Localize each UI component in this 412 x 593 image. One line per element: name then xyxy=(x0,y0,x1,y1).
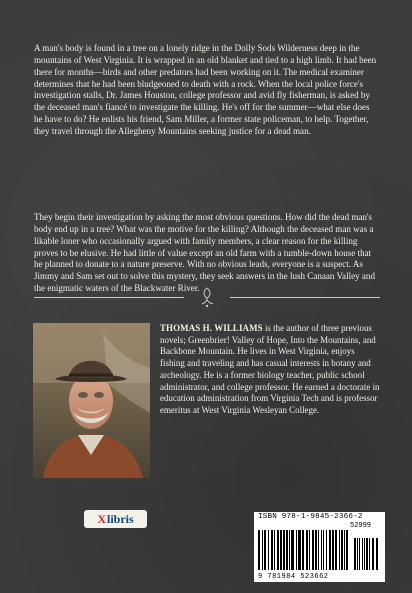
barcode-addon-bar xyxy=(357,538,358,570)
barcode-bar xyxy=(264,530,266,570)
barcode-bar xyxy=(291,530,294,570)
barcode-bars xyxy=(258,530,381,572)
barcode-bar xyxy=(258,530,260,570)
barcode-bar xyxy=(274,530,275,570)
ean-digits: 9 781984 523662 xyxy=(258,573,329,581)
isbn-text: ISBN 978-1-9845-2366-2 xyxy=(258,513,363,521)
barcode-bar xyxy=(302,530,304,570)
barcode-bar xyxy=(315,530,317,570)
divider-line-right xyxy=(230,297,380,298)
barcode-bar xyxy=(277,530,279,570)
publisher-logo-text: libris xyxy=(107,511,134,526)
barcode-bar xyxy=(286,530,288,570)
price-code: 52999 xyxy=(350,522,372,530)
synopsis-paragraph-1: A man's body is found in a tree on a lonely ridge in the Dolly Sods Wilderness deep in the mountains of West Virginia. It is wrapped in an old blanket and tied to a high limb. It had been there for months—birds and other predators had been working on it. The medical examiner determines that he had been bludgeoned to death with a rock. When the local police force's investigation stalls, Dr. James Houston, college professor and avid fly fisherman, is asked by the deceased man's fiancé to investigate the killing. He's off for the summer—what else does he have to do? He enlists his friend, Sam Miller, a former state policeman, to help. Together, they travel through the Allegheny Mountains seeking justice for a dead man. xyxy=(34,43,377,136)
author-photo xyxy=(33,323,150,478)
author-bio xyxy=(160,323,380,417)
barcode-bar xyxy=(323,530,324,570)
barcode-addon-bar xyxy=(372,538,374,570)
author-bio-text: is the author of three previous novels; Greenbrier! Valley of Hope, Into the Mountains, and Backbone Mountain. He lives in West Virginia, enjoys fishing and traveling and has casual interests in botany and archeology. He is a former biology teacher, public school administrator, and college professor. He earned a doctorate in education administration from Virginia Tech and is professor emeritus at West Virginia Wesleyan College. xyxy=(160,323,380,415)
isbn-barcode xyxy=(254,512,385,582)
barcode-bar xyxy=(326,530,327,570)
barcode-bar xyxy=(332,530,334,570)
leaf-ornament-icon xyxy=(197,286,217,308)
barcode-addon-bar xyxy=(376,538,378,570)
barcode-addon-bar xyxy=(366,538,368,570)
barcode-bar xyxy=(318,530,319,570)
barcode-bar xyxy=(321,530,322,570)
publisher-logo xyxy=(84,510,147,528)
barcode-addon-bar xyxy=(354,538,356,570)
barcode-addon-bar xyxy=(359,538,360,570)
barcode-bar xyxy=(289,530,290,570)
barcode-bar xyxy=(339,530,340,570)
barcode-addon-bar xyxy=(369,538,370,570)
barcode-bar xyxy=(335,530,337,570)
author-name: THOMAS H. WILLIAMS xyxy=(160,323,263,333)
barcode-bar xyxy=(262,530,263,570)
ornamental-divider xyxy=(34,286,380,308)
barcode-bar xyxy=(296,530,297,570)
barcode-addon-bar xyxy=(364,538,365,570)
barcode-bar xyxy=(309,530,310,570)
barcode-bar xyxy=(298,530,301,570)
barcode-addon-bar xyxy=(362,538,363,570)
synopsis-paragraph-2: They begin their investigation by asking the most obvious questions. How did the dead man's body end up in a tree? What was the motive for the killing? Although the deceased man was a likable loner who occasionally argued with family members, a clear reason for the killing proves to be elusive. He had little of value except an old farm with a tumble-down house that he planned to donate to a nature preserve. With no obvious leads, everyone is a suspect. As Jimmy and Sam set out to solve this mystery, they seek answers in the lush Canaan Valley and the enigmatic waters of the Blackwater River. xyxy=(34,212,375,294)
barcode-bar xyxy=(341,530,343,570)
barcode-bar xyxy=(344,530,345,570)
barcode-bar xyxy=(280,530,282,570)
barcode-bar xyxy=(306,530,308,570)
barcode-bar xyxy=(329,530,331,570)
publisher-logo-x: X xyxy=(97,511,106,526)
barcode-bar xyxy=(312,530,314,570)
divider-line-left xyxy=(34,297,184,298)
barcode-bar xyxy=(268,530,269,570)
barcode-bar xyxy=(283,530,285,570)
barcode-bar xyxy=(271,530,273,570)
barcode-bar xyxy=(346,530,348,570)
